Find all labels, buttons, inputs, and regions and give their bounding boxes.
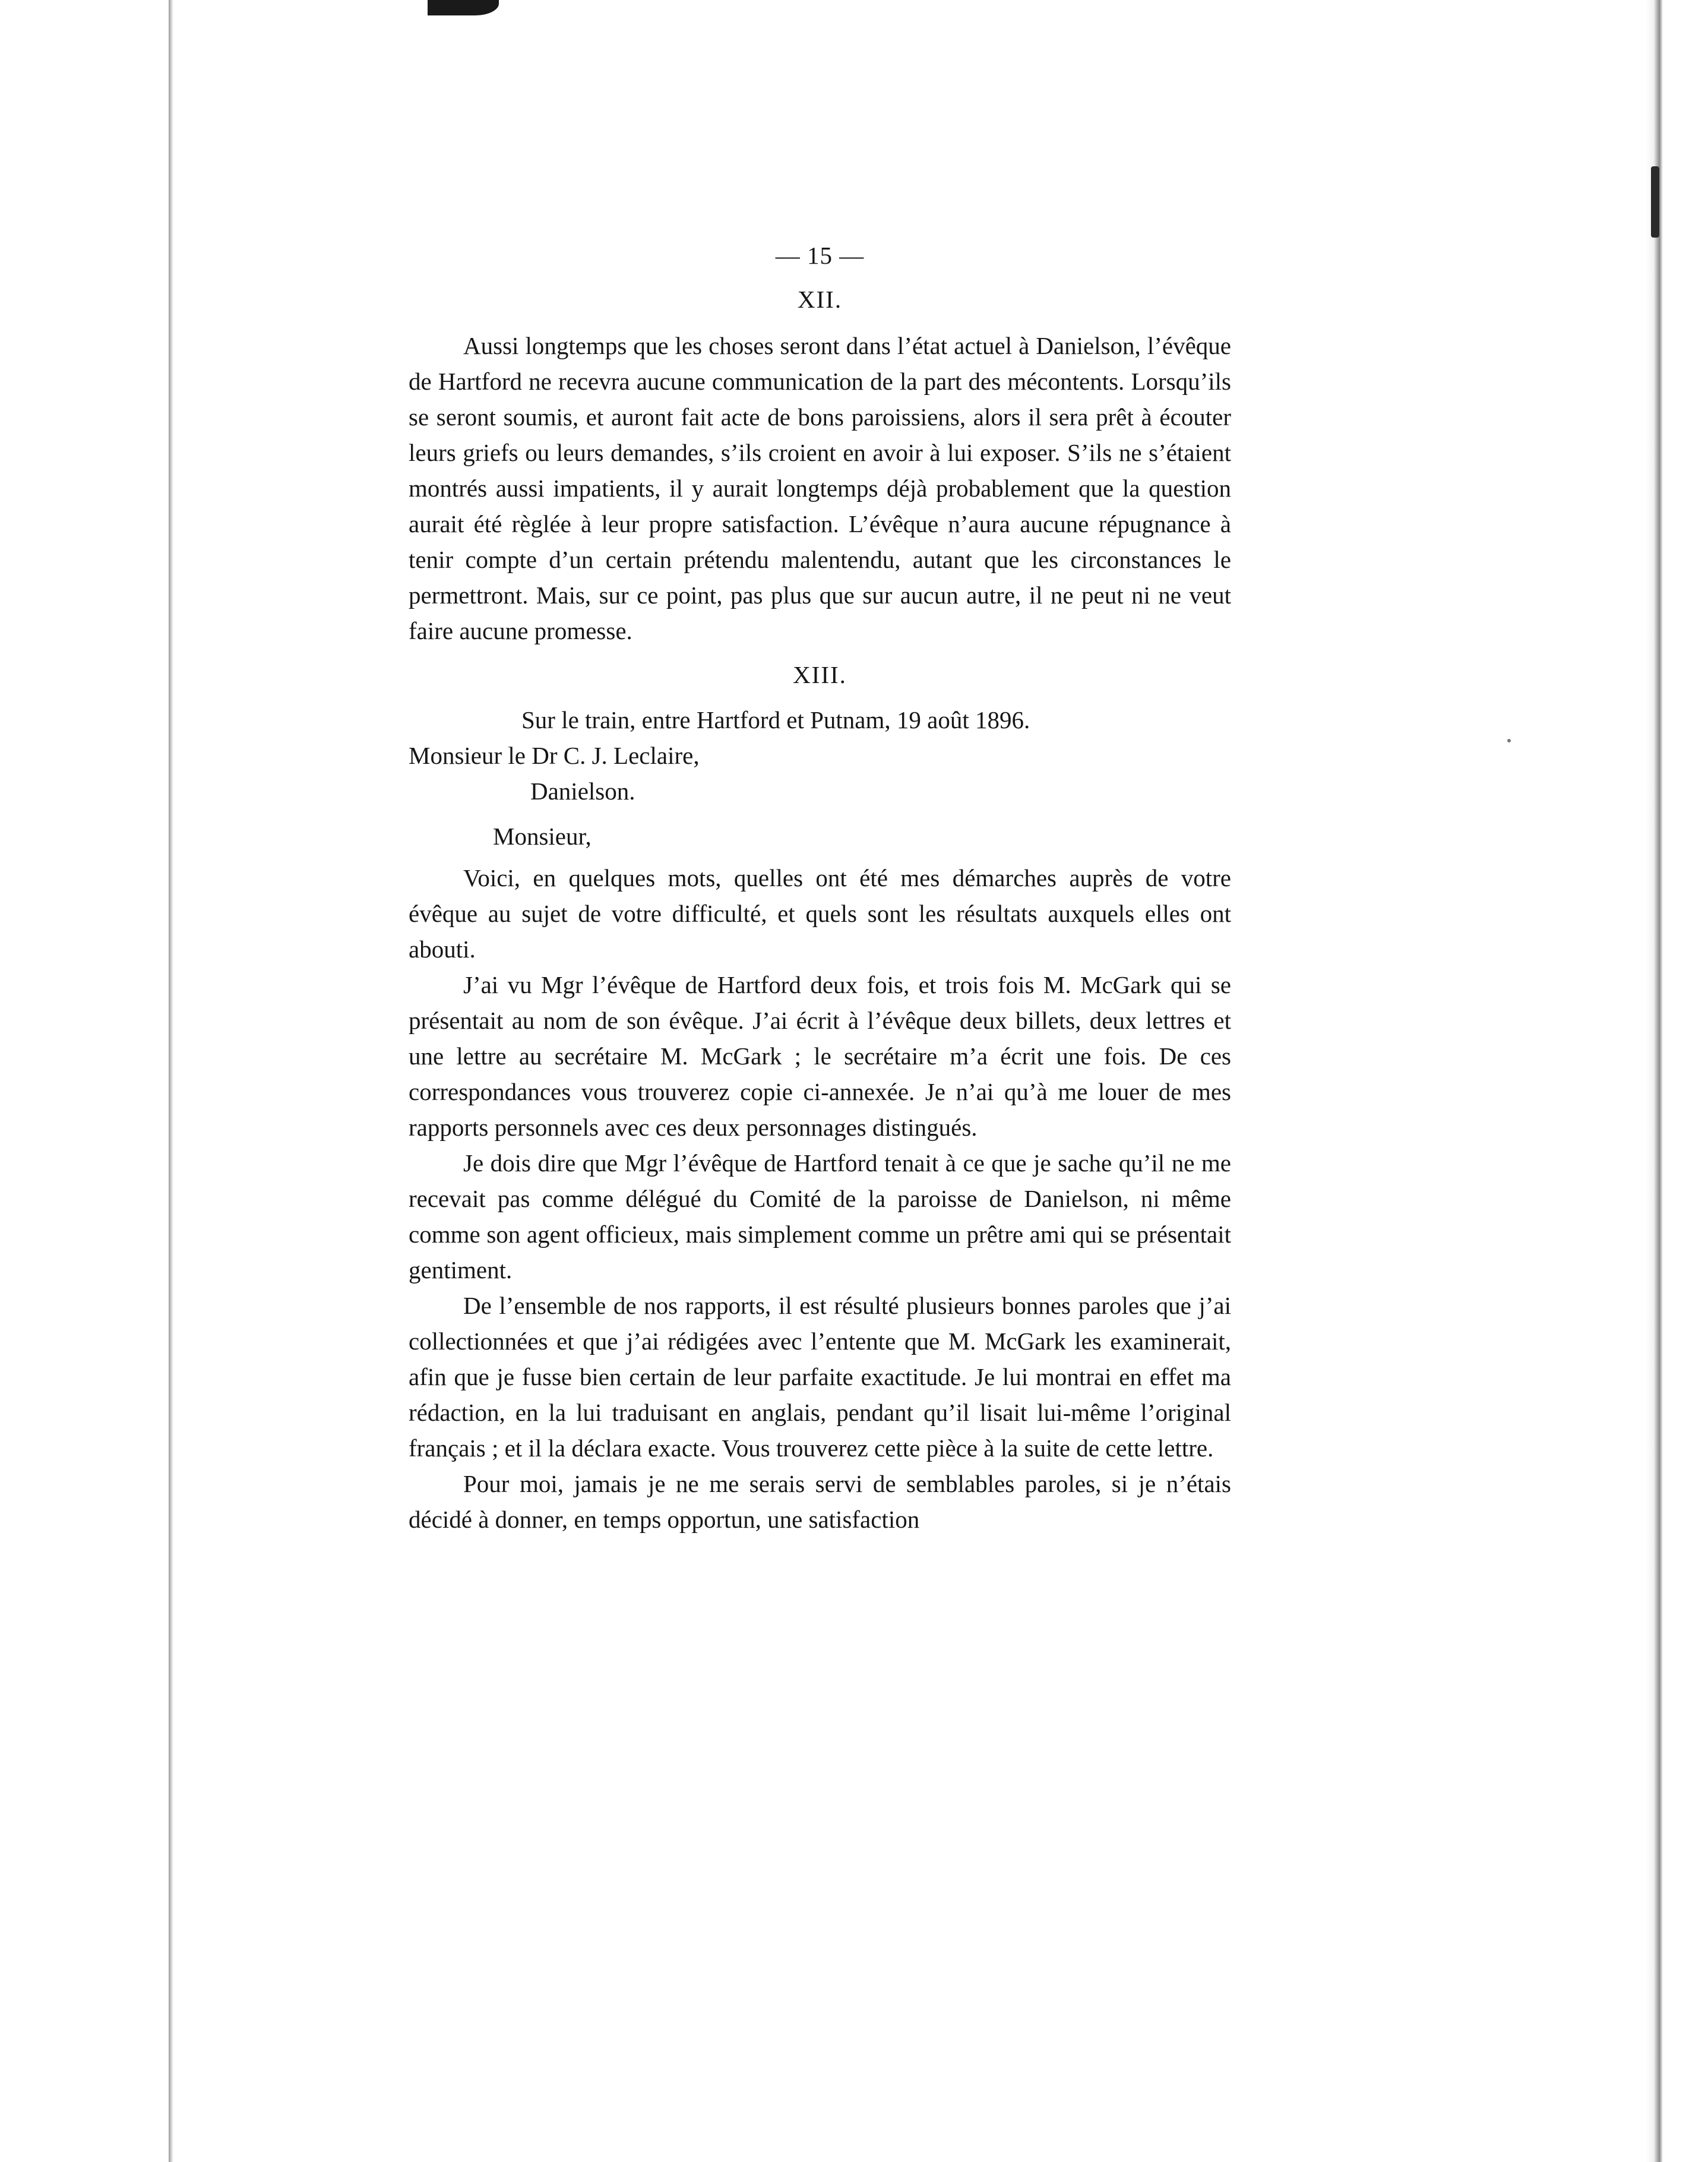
paragraph-xii: Aussi longtemps que les choses seront dans l’état actuel à Danielson, l’évêque de Hartford ne recevra aucune communication de la part des mécontents. Lorsqu’ils se seront soumis, et auront fait acte de bons paroissiens, alors il sera prêt à écouter leurs griefs ou leurs demandes, s’ils croient en avoir à lui exposer. S’ils ne s’étaient montrés aussi impatients, il y aurait longtemps déjà probablement que la question aurait été règlée à leur propre satisfaction. L’évêque n’aura aucune répugnance à tenir compte d’un certain prétendu malentendu, autant que les circonstances le permettront. Mais, sur ce point, pas plus que sur aucun autre, il ne peut ni ne veut faire aucune promesse.: [409, 332, 1231, 644]
letter-addressee: Monsieur le Dr C. J. Leclaire,: [409, 742, 700, 769]
section-heading-xii: XII.: [797, 286, 843, 313]
section-heading-xiii: XIII.: [793, 661, 847, 688]
scan-edge-notch: [1651, 166, 1659, 238]
letter-address-city: Danielson.: [530, 777, 635, 805]
page-number: — 15 —: [775, 242, 865, 269]
page-right-edge: [1646, 0, 1663, 2162]
margin-speck: [1507, 739, 1511, 742]
page-text-block: [409, 238, 1231, 1537]
letter-paragraph: J’ai vu Mgr l’évêque de Hartford deux fois, et trois fois M. McGark qui se présentait au nom de son évêque. J’ai écrit à l’évêque deux billets, deux lettres et une lettre au secrétaire M. McGark ; le secrétaire m’a écrit une fois. De ces correspondances vous trouverez copie ci-annexée. Je n’ai qu’à me louer de mes rapports personnels avec ces deux personnages distingués.: [409, 971, 1231, 1141]
letter-paragraph: Je dois dire que Mgr l’évêque de Hartford tenait à ce que je sache qu’il ne me recevait pas comme délégué du Comité de la paroisse de Danielson, ni même comme son agent officieux, mais simplement comme un prêtre ami qui se présentait gentiment.: [409, 1149, 1231, 1284]
letter-paragraph: De l’ensemble de nos rapports, il est résulté plusieurs bonnes paroles que j’ai collectionnées et que j’ai rédigées avec l’entente que M. McGark les examinerait, afin que je fusse bien certain de leur parfaite exactitude. Je lui montrai en effet ma rédaction, en la lui traduisant en anglais, pendant qu’il lisait lui-même l’original français ; et il la déclara exacte. Vous trouverez cette pièce à la suite de cette lettre.: [409, 1292, 1231, 1462]
binding-shadow: [169, 0, 173, 2162]
scan-edge-mark: [428, 0, 499, 15]
letter-paragraph: Pour moi, jamais je ne me serais servi de semblables paroles, si je n’étais décidé à donner, en temps opportun, une satisfaction: [409, 1470, 1231, 1533]
letter-dateline: Sur le train, entre Hartford et Putnam, 19 août 1896.: [521, 706, 1030, 734]
letter-paragraph: Voici, en quelques mots, quelles ont été mes démarches auprès de votre évêque au sujet de votre difficulté, et quels sont les résultats auxquels elles ont abouti.: [409, 864, 1231, 963]
letter-salutation: Monsieur,: [493, 823, 592, 850]
